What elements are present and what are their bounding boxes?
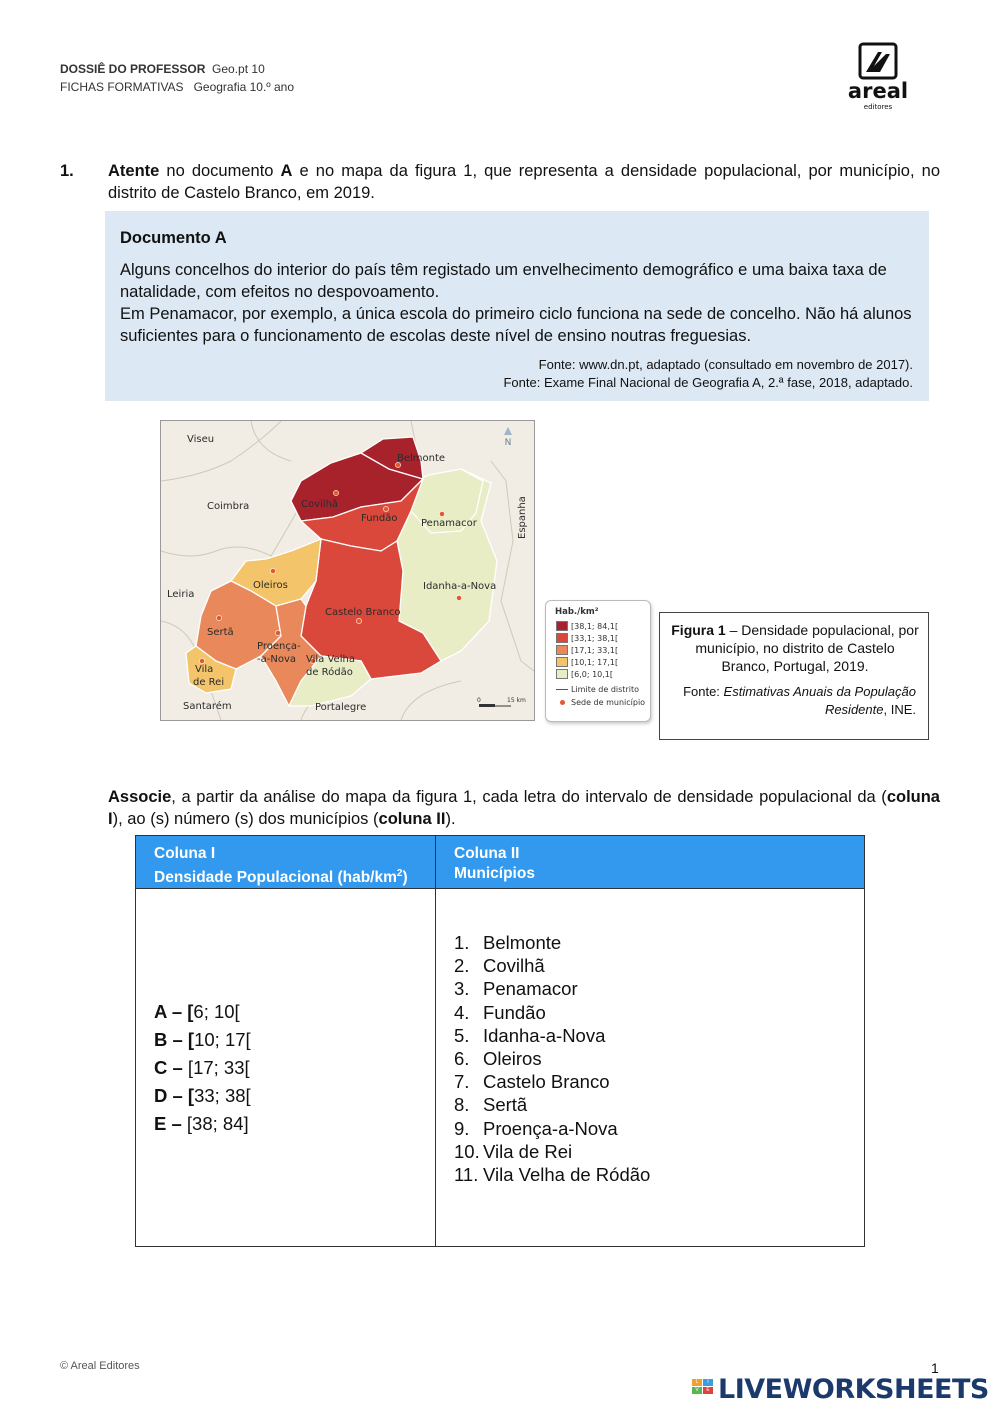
municipality-number: 9. <box>454 1117 470 1139</box>
lw-block-e: E <box>703 1387 713 1394</box>
legend-swatch-4 <box>556 657 568 667</box>
document-source-1: Fonte: www.dn.pt, adaptado (consultado em novembro de 2017). <box>538 357 913 372</box>
table-column-divider <box>435 836 436 1246</box>
col2-subtitle: Municípios <box>454 865 535 882</box>
label-espanha: Espanha <box>517 496 528 539</box>
interval-e-range: [38; 84] <box>181 1113 249 1134</box>
legend-seat-label: Sede de município <box>571 698 646 707</box>
interval-a <box>154 998 251 1026</box>
seat-serta <box>216 615 221 620</box>
interval-c <box>154 1054 251 1082</box>
seat-oleiros <box>270 568 275 573</box>
interval-c-range: [17; 33[ <box>182 1057 250 1078</box>
seat-idanha-a-nova <box>456 595 461 600</box>
municipality-item <box>454 1117 650 1140</box>
legend-swatch-2 <box>556 633 568 643</box>
lw-block-i: I <box>703 1379 713 1386</box>
municipality-number: 6. <box>454 1048 470 1070</box>
label-idanha-a-nova: Idanha-a-Nova <box>423 581 497 592</box>
page-header <box>60 60 294 96</box>
header-geopt: Geo.pt 10 <box>212 62 265 76</box>
copyright: © Areal Editores <box>60 1360 140 1372</box>
figure-source-tail: , INE. <box>883 702 916 717</box>
scale-15km: 15 km <box>507 697 526 704</box>
header-line-2 <box>60 78 294 96</box>
municipality-name: Penamacor <box>483 978 578 1000</box>
seat-penamacor <box>439 511 444 516</box>
figure-caption-text: – Densidade populacional, por município, no distrito de Castelo Branco, Portugal, 2019. <box>695 622 919 674</box>
associate-text-c: ). <box>445 810 456 828</box>
interval-a-letter: A – [ <box>154 1001 194 1022</box>
municipality-name: Fundão <box>483 1001 546 1023</box>
liveworksheets-blocks-icon <box>692 1379 714 1403</box>
legend-row-1 <box>556 621 618 632</box>
municipality-name: Sertã <box>483 1094 528 1116</box>
header-dossie: DOSSIÊ DO PROFESSOR <box>60 62 206 76</box>
table-header-col1 <box>154 844 408 888</box>
interval-a-range: 6; 10[ <box>193 1001 240 1022</box>
associate-col2: coluna II <box>378 810 446 828</box>
col1-subtitle-close: ) <box>402 869 408 887</box>
question-number: 1. <box>60 162 74 180</box>
col2-title: Coluna II <box>454 845 520 862</box>
legend-row-3 <box>556 645 618 656</box>
col1-subtitle-text: Densidade Populacional (hab/km <box>154 869 397 887</box>
municipality-number: 7. <box>454 1071 470 1093</box>
municipality-item <box>454 1140 650 1163</box>
legend-swatch-1 <box>556 621 568 631</box>
limit-line-icon <box>556 689 568 690</box>
municipality-item <box>454 1001 650 1024</box>
municipality-number: 8. <box>454 1094 470 1116</box>
question-lead: Atente <box>108 162 160 180</box>
associate-text-a: , a partir da análise do mapa da figura 1, cada letra do intervalo de densidade populacional da ( <box>171 788 887 806</box>
seat-vila-de-rei <box>199 658 204 663</box>
document-source-2: Fonte: Exame Final Nacional de Geografia A, 2.ª fase, 2018, adaptado. <box>503 375 913 390</box>
municipality-number: 2. <box>454 955 470 977</box>
municipality-item <box>454 1070 650 1093</box>
legend-limit-label: Limite de distrito <box>571 685 639 694</box>
seat-covilha <box>333 490 338 495</box>
associate-col1: coluna I <box>108 788 940 828</box>
scale-zero: 0 <box>477 697 481 704</box>
label-fundao: Fundão <box>361 513 398 524</box>
label-covilha: Covilhã <box>301 499 339 510</box>
municipalities-list <box>454 931 650 1186</box>
municipality-item <box>454 1093 650 1116</box>
map-svg <box>161 421 534 720</box>
question-text <box>108 160 940 204</box>
municipality-number: 4. <box>454 1001 470 1023</box>
interval-d-range: 33; 38[ <box>194 1085 251 1106</box>
header-geografia: Geografia 10.º ano <box>193 80 295 94</box>
legend-label-2: [33,1; 38,1[ <box>571 633 619 643</box>
label-leiria: Leiria <box>167 589 195 600</box>
interval-e-letter: E – <box>154 1113 182 1134</box>
interval-b-range: 10; 17[ <box>194 1029 251 1050</box>
question-doc-letter: A <box>280 162 293 180</box>
legend-row-5 <box>556 669 613 680</box>
municipality-item <box>454 1047 650 1070</box>
table-header-divider <box>136 888 864 889</box>
table-header-col2 <box>454 844 535 884</box>
label-proenca-line1: Proença- <box>257 641 301 652</box>
municipality-name: Castelo Branco <box>483 1071 610 1093</box>
lw-block-l: L <box>692 1379 702 1386</box>
legend-swatch-3 <box>556 645 568 655</box>
interval-d <box>154 1082 251 1110</box>
legend-label-5: [6,0; 10,1[ <box>571 669 614 679</box>
label-penamacor: Penamacor <box>421 518 477 529</box>
label-proenca-line2: -a-Nova <box>257 654 296 665</box>
seat-fundao <box>383 506 388 511</box>
municipality-name: Vila Velha de Ródão <box>483 1164 651 1186</box>
figure-source <box>671 683 916 719</box>
municipality-name: Idanha-a-Nova <box>483 1024 606 1046</box>
seat-dot-icon <box>556 698 568 707</box>
label-portalegre: Portalegre <box>315 702 367 713</box>
areal-logo-sub: editores <box>863 103 893 111</box>
label-viseu: Viseu <box>187 434 215 445</box>
liveworksheets-text: LIVEWORKSHEETS <box>718 1374 989 1405</box>
north-label: N <box>504 438 512 448</box>
interval-b-letter: B – [ <box>154 1029 195 1050</box>
associate-instruction <box>108 786 940 830</box>
municipality-item <box>454 1024 650 1047</box>
question-text-a: no documento <box>159 162 281 180</box>
page-number: 1 <box>931 1360 939 1376</box>
label-vila-rei-line1: Vila <box>195 664 214 675</box>
question-text-b: e no mapa da figura 1, que representa a densidade populacional, por município, no distrito de Castelo Branco, em 2019. <box>108 162 940 202</box>
label-santarem: Santarém <box>183 701 232 712</box>
interval-c-letter: C – <box>154 1057 183 1078</box>
density-intervals-list <box>154 998 251 1138</box>
legend-label-1: [38,1; 84,1[ <box>571 621 619 631</box>
legend-row-4 <box>556 657 618 668</box>
label-vila-velha-line2: de Ródão <box>306 667 353 678</box>
municipality-name: Belmonte <box>483 932 562 953</box>
seat-castelo-branco <box>356 618 361 623</box>
document-a-box <box>105 211 929 401</box>
municipality-item <box>454 977 650 1000</box>
municipality-name: Covilhã <box>483 955 545 977</box>
municipality-number: 10. <box>454 1140 480 1162</box>
header-fichas: FICHAS FORMATIVAS <box>60 80 184 94</box>
association-table <box>135 835 865 1247</box>
col1-title: Coluna I <box>154 845 216 862</box>
interval-e <box>154 1110 251 1138</box>
legend-swatch-5 <box>556 669 568 679</box>
label-vila-rei-line2: de Rei <box>193 677 225 688</box>
areal-logo <box>838 40 918 114</box>
lw-block-v: V <box>692 1387 702 1394</box>
municipality-number: 1. <box>454 932 470 953</box>
document-title: Documento A <box>120 229 227 247</box>
seat-proenca-a-nova <box>275 630 280 635</box>
legend-row-2 <box>556 633 618 644</box>
legend-row-limit <box>556 685 639 696</box>
header-line-1 <box>60 60 294 78</box>
legend-label-3: [17,1; 33,1[ <box>571 645 619 655</box>
municipality-number: 11. <box>454 1164 479 1186</box>
associate-lead: Associe <box>108 788 172 806</box>
label-castelo-branco: Castelo Branco <box>325 607 401 618</box>
document-paragraph-2: Em Penamacor, por exemplo, a única escola do primeiro ciclo funciona na sede de concelho. Não há alunos suficientes para o funcionamento de escolas deste nível de ensino noutras freguesias. <box>120 305 912 345</box>
label-serta: Sertã <box>207 627 234 638</box>
interval-d-letter: D – [ <box>154 1085 195 1106</box>
associate-text-b: ), ao (s) número (s) dos municípios ( <box>112 810 379 828</box>
municipality-item <box>454 954 650 977</box>
question-1 <box>60 160 940 204</box>
col1-subtitle-sup: 2 <box>396 868 403 879</box>
figure-caption <box>670 621 920 675</box>
label-belmonte: Belmonte <box>397 453 446 464</box>
municipality-number: 5. <box>454 1024 470 1046</box>
label-oleiros: Oleiros <box>253 580 288 591</box>
legend-label-4: [10,1; 17,1[ <box>571 657 619 667</box>
figure-source-label: Fonte: <box>683 684 724 699</box>
municipality-item <box>454 1163 650 1186</box>
areal-logo-name: areal <box>847 79 909 103</box>
municipality-item <box>454 931 650 954</box>
document-paragraph-1: Alguns concelhos do interior do país têm registado um envelhecimento demográfico e uma baixa taxa de natalidade, com efeitos no despovoamento. <box>120 261 887 301</box>
map-legend <box>545 600 651 722</box>
figure-source-italic: Estimativas Anuais da População Residente <box>723 684 916 717</box>
municipality-name: Oleiros <box>483 1048 542 1070</box>
label-coimbra: Coimbra <box>207 501 250 512</box>
interval-b <box>154 1026 251 1054</box>
label-vila-velha-line1: Vila Velha <box>306 654 355 665</box>
legend-title: Hab./km² <box>555 607 599 617</box>
figure-caption-box <box>659 612 929 740</box>
col1-subtitle <box>154 864 408 888</box>
figure-caption-bold: Figura 1 <box>671 622 726 638</box>
municipality-name: Vila de Rei <box>483 1140 573 1162</box>
municipality-name: Proença-a-Nova <box>483 1117 618 1139</box>
legend-row-seat <box>556 698 645 709</box>
municipality-number: 3. <box>454 978 470 1000</box>
population-density-map <box>160 420 535 721</box>
